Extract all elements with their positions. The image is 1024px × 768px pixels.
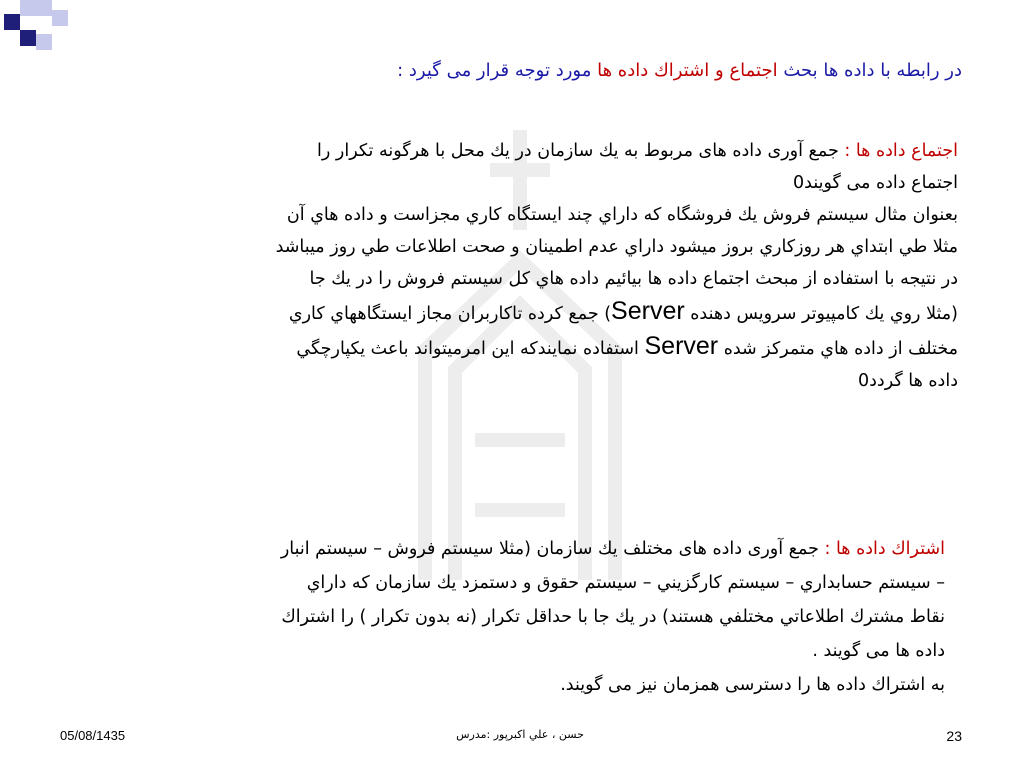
data-sharing-paragraph bbox=[55, 532, 945, 702]
paragraph-line bbox=[58, 135, 958, 167]
paragraph-text: (مثلا روي يك كامپيوتر سرويس دهنده bbox=[690, 304, 958, 324]
server-term: Server bbox=[644, 332, 719, 360]
paragraph-line: بعنوان مثال سيستم فروش يك فروشگاه كه داراي چند ايستگاه كاري مجزاست و داده هاي آن bbox=[286, 205, 958, 225]
paragraph-line bbox=[58, 330, 958, 365]
intro-suffix: مورد توجه قرار می گیرد : bbox=[397, 60, 592, 81]
paragraph-line: داده ها گردد0 bbox=[857, 371, 958, 391]
paragraph-text: ) جمع كرده تاكاربران مجاز ايستگاههاي كاري bbox=[288, 304, 612, 324]
intro-line bbox=[62, 60, 962, 81]
paragraph-text: جمع آوری داده های مختلف يك سازمان (مثلا سيستم فروش – سيستم انبار bbox=[280, 539, 819, 559]
paragraph-line: به اشتراك داده ها را دسترسی همزمان نيز می گويند. bbox=[560, 675, 945, 695]
corner-square-navy bbox=[20, 30, 36, 46]
data-sharing-term: اشتراك داده ها : bbox=[824, 539, 945, 559]
corner-square-lavender bbox=[36, 0, 52, 16]
slide-number: 23 bbox=[946, 728, 962, 744]
paragraph-text: استفاده نمايندكه اين امرميتواند باعث يكپارچگي bbox=[296, 339, 639, 359]
corner-square-decoration bbox=[0, 0, 80, 60]
server-term: Server bbox=[611, 297, 685, 325]
data-integration-paragraph bbox=[58, 135, 958, 397]
paragraph-line: داده ها می گويند . bbox=[812, 641, 945, 661]
data-integration-term: اجتماع داده ها : bbox=[844, 141, 958, 161]
intro-highlight: اجتماع و اشتراك داده ها bbox=[597, 60, 778, 81]
intro-prefix: در رابطه با داده ها بحث bbox=[783, 60, 962, 81]
paragraph-line: مثلا طي ابتداي هر روزكاري بروز ميشود داراي عدم اطمينان و صحت اطلاعات طي روز ميباشد bbox=[275, 237, 958, 257]
paragraph-line bbox=[55, 532, 945, 566]
paragraph-line: اجتماع داده می گويند0 bbox=[793, 173, 958, 193]
corner-square-lavender bbox=[36, 34, 52, 50]
corner-square-navy bbox=[4, 14, 20, 30]
paragraph-line: – سيستم حسابداري – سيستم كارگزيني – سيستم حقوق و دستمزد يك سازمان كه داراي bbox=[306, 573, 945, 593]
footer-author: حسن ، علي اكبرپور :مدرس bbox=[456, 728, 584, 741]
footer-date: 05/08/1435 bbox=[60, 728, 126, 743]
corner-square-lavender bbox=[52, 10, 68, 26]
paragraph-text: جمع آوری داده های مربوط به يك سازمان در يك محل با هرگونه تكرار را bbox=[317, 141, 839, 161]
corner-square-lavender bbox=[20, 0, 36, 16]
paragraph-text: مختلف از داده هاي متمركز شده bbox=[723, 339, 958, 359]
paragraph-line bbox=[58, 295, 958, 330]
paragraph-line: در نتيجه با استفاده از مبحث اجتماع داده ها بيائيم داده هاي كل سيستم فروش را در يك جا bbox=[309, 269, 958, 289]
paragraph-line: نقاط مشترك اطلاعاتي مختلفي هستند) در يك جا با حداقل تكرار (نه بدون تكرار ) را اشتراك bbox=[281, 607, 945, 627]
